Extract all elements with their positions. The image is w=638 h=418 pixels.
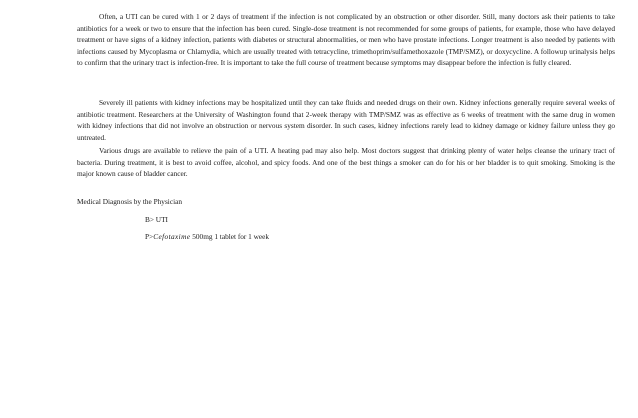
- prescription-prefix: P>: [145, 232, 154, 241]
- paragraph-pain-relief: Various drugs are available to relieve the pain of a UTI. A heating pad may also help. Most doctors suggest that drinking plenty of water helps cleanse the urinary tract of bacteria. During treatment, it is best to avoid coffee, alcohol, and spicy foods. And one of the best things a smoker can do for his or her bladder is to quit smoking. Smoking is the major known cause of bladder cancer.: [77, 146, 615, 179]
- paragraph-uti-treatment: Often, a UTI can be cured with 1 or 2 days of treatment if the infection is not complicated by an obstruction or other disorder. Still, many doctors ask their patients to take antibiotics for a week or two to ensure that the infection has been cured. Single-dose treatment is not recommended for some groups of patients, for example, those who have delayed treatment or have signs of a kidney infection, patients with diabetes or structural abnormalities, or men who have prostate infections. Longer treatment is also needed by patients with infections caused by Mycoplasma or Chlamydia, which are usually treated with tetracycline, trimethoprim/sulfamethoxazole (TMP/SMZ), or doxycycline. A followup urinalysis helps to confirm that the urinary tract is infection-free. It is important to take the full course of treatment because symptoms may disappear before the infection is fully cleared.: [77, 12, 615, 68]
- diagnosis-line: B> UTI: [145, 215, 168, 224]
- prescription-line: [145, 231, 269, 243]
- paragraph-kidney-infections: Severely ill patients with kidney infections may be hospitalized until they can take fluids and needed drugs on their own. Kidney infections generally require several weeks of antibiotic treatment. Researchers at the University of Washington found that 2-week therapy with TMP/SMZ was as effective as 6 weeks of treatment with the same drug in women with kidney infections that did not involve an obstruction or nervous system disorder. In such cases, kidney infections rarely lead to kidney damage or kidney failure unless they go untreated.: [77, 98, 615, 142]
- diagnosis-heading: Medical Diagnosis by the Physician: [77, 197, 182, 206]
- prescription-dosage: 500mg 1 tablet for 1 week: [190, 232, 270, 241]
- prescription-drug: Cefotaxime: [153, 232, 191, 241]
